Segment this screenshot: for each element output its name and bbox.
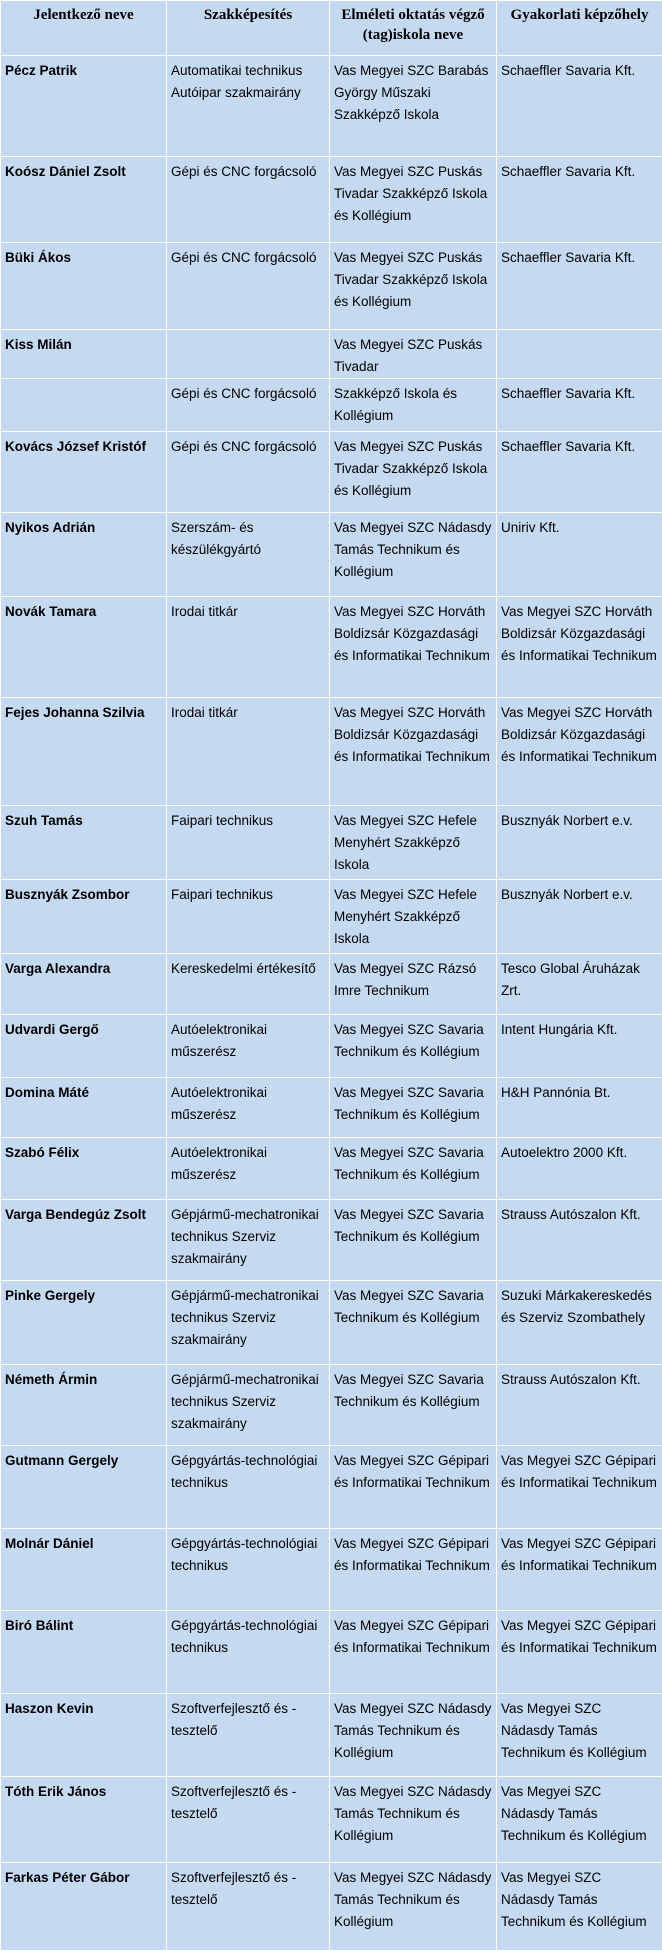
applicant-name-cell: Varga Bendegúz Zsolt xyxy=(1,1200,167,1281)
practical-site-cell: Strauss Autószalon Kft. xyxy=(497,1365,662,1446)
practical-site-cell: Vas Megyei SZC Gépipari és Informatikai Technikum xyxy=(497,1529,662,1611)
theory-school-cell: Vas Megyei SZC Puskás Tivadar Szakképző Iskola és Kollégium xyxy=(330,432,497,513)
qualification-cell: Gépjármű-mechatronikai technikus Szerviz szakmairány xyxy=(167,1200,330,1281)
theory-school-cell: Vas Megyei SZC Barabás György Műszaki Szakképző Iskola xyxy=(330,56,497,157)
qualification-cell: Gépi és CNC forgácsoló xyxy=(167,243,330,330)
header-qualification: Szakképesítés xyxy=(167,1,330,56)
applicant-name-cell: Szuh Tamás xyxy=(1,806,167,880)
table-row xyxy=(1,1365,662,1446)
table-row xyxy=(1,1694,662,1777)
practical-site-cell xyxy=(497,330,662,379)
applicant-name-cell: Gutmann Gergely xyxy=(1,1446,167,1529)
applicant-name-cell: Büki Ákos xyxy=(1,243,167,330)
table-row xyxy=(1,806,662,880)
qualification-cell: Gépjármű-mechatronikai technikus Szerviz szakmairány xyxy=(167,1281,330,1365)
practical-site-cell: H&H Pannónia Bt. xyxy=(497,1078,662,1138)
qualification-cell: Irodai titkár xyxy=(167,597,330,698)
table-row xyxy=(1,1200,662,1281)
practical-site-cell: Vas Megyei SZC Nádasdy Tamás Technikum és Kollégium xyxy=(497,1777,662,1863)
practical-site-cell: Strauss Autószalon Kft. xyxy=(497,1200,662,1281)
table-row xyxy=(1,513,662,597)
practical-site-cell: Intent Hungária Kft. xyxy=(497,1015,662,1078)
table-row xyxy=(1,954,662,1015)
applicant-name-cell: Fejes Johanna Szilvia xyxy=(1,698,167,806)
table-row xyxy=(1,56,662,157)
table-row xyxy=(1,1138,662,1200)
applicant-name-cell: Tóth Erik János xyxy=(1,1777,167,1863)
header-practical-site: Gyakorlati képzőhely xyxy=(497,1,662,56)
practical-site-cell: Schaeffler Savaria Kft. xyxy=(497,432,662,513)
table-row xyxy=(1,1611,662,1694)
theory-school-cell: Szakképző Iskola és Kollégium xyxy=(330,379,497,432)
theory-school-cell: Vas Megyei SZC Gépipari és Informatikai Technikum xyxy=(330,1611,497,1694)
applicant-name-cell: Farkas Péter Gábor xyxy=(1,1863,167,1951)
practical-site-cell: Autoelektro 2000 Kft. xyxy=(497,1138,662,1200)
table-row xyxy=(1,243,662,330)
table-row xyxy=(1,1446,662,1529)
qualification-cell: Automatikai technikus Autóipar szakmairány xyxy=(167,56,330,157)
practical-site-cell: Vas Megyei SZC Gépipari és Informatikai Technikum xyxy=(497,1611,662,1694)
theory-school-cell: Vas Megyei SZC Savaria Technikum és Kollégium xyxy=(330,1200,497,1281)
qualification-cell: Gépjármű-mechatronikai technikus Szerviz szakmairány xyxy=(167,1365,330,1446)
theory-school-cell: Vas Megyei SZC Puskás Tivadar Szakképző Iskola és Kollégium xyxy=(330,157,497,243)
applicant-name-cell: Busznyák Zsombor xyxy=(1,880,167,954)
applicant-name-cell: Molnár Dániel xyxy=(1,1529,167,1611)
practical-site-cell: Busznyák Norbert e.v. xyxy=(497,806,662,880)
qualification-cell: Irodai titkár xyxy=(167,698,330,806)
practical-site-cell: Schaeffler Savaria Kft. xyxy=(497,243,662,330)
table-row xyxy=(1,379,662,432)
theory-school-cell: Vas Megyei SZC Horváth Boldizsár Közgazdasági és Informatikai Technikum xyxy=(330,698,497,806)
practical-site-cell: Busznyák Norbert e.v. xyxy=(497,880,662,954)
table-row xyxy=(1,1529,662,1611)
table-row xyxy=(1,1015,662,1078)
qualification-cell: Kereskedelmi értékesítő xyxy=(167,954,330,1015)
applicant-name-cell: Biró Bálint xyxy=(1,1611,167,1694)
table-row xyxy=(1,432,662,513)
applicant-name-cell: Nyikos Adrián xyxy=(1,513,167,597)
theory-school-cell: Vas Megyei SZC Hefele Menyhért Szakképző Iskola xyxy=(330,880,497,954)
practical-site-cell: Vas Megyei SZC Horváth Boldizsár Közgazdasági és Informatikai Technikum xyxy=(497,597,662,698)
qualification-cell: Autóelektronikai műszerész xyxy=(167,1078,330,1138)
theory-school-cell: Vas Megyei SZC Puskás Tivadar xyxy=(330,330,497,379)
theory-school-cell: Vas Megyei SZC Horváth Boldizsár Közgazdasági és Informatikai Technikum xyxy=(330,597,497,698)
qualification-cell: Gépi és CNC forgácsoló xyxy=(167,379,330,432)
header-row xyxy=(1,1,662,56)
theory-school-cell: Vas Megyei SZC Savaria Technikum és Kollégium xyxy=(330,1365,497,1446)
theory-school-cell: Vas Megyei SZC Rázsó Imre Technikum xyxy=(330,954,497,1015)
qualification-cell: Szoftverfejlesztő és -tesztelő xyxy=(167,1777,330,1863)
table-row xyxy=(1,597,662,698)
practical-site-cell: Tesco Global Áruházak Zrt. xyxy=(497,954,662,1015)
table-row xyxy=(1,1281,662,1365)
theory-school-cell: Vas Megyei SZC Gépipari és Informatikai Technikum xyxy=(330,1446,497,1529)
qualification-cell xyxy=(167,330,330,379)
practical-site-cell: Vas Megyei SZC Gépipari és Informatikai Technikum xyxy=(497,1446,662,1529)
applicant-name-cell: Domina Máté xyxy=(1,1078,167,1138)
qualification-cell: Gépi és CNC forgácsoló xyxy=(167,157,330,243)
theory-school-cell: Vas Megyei SZC Puskás Tivadar Szakképző Iskola és Kollégium xyxy=(330,243,497,330)
table-row xyxy=(1,880,662,954)
theory-school-cell: Vas Megyei SZC Gépipari és Informatikai Technikum xyxy=(330,1529,497,1611)
table-row xyxy=(1,157,662,243)
practical-site-cell: Schaeffler Savaria Kft. xyxy=(497,157,662,243)
theory-school-cell: Vas Megyei SZC Savaria Technikum és Kollégium xyxy=(330,1078,497,1138)
qualification-cell: Gépgyártás-technológiai technikus xyxy=(167,1611,330,1694)
practical-site-cell: Vas Megyei SZC Horváth Boldizsár Közgazdasági és Informatikai Technikum xyxy=(497,698,662,806)
practical-site-cell: Uniriv Kft. xyxy=(497,513,662,597)
applicant-name-cell: Kovács József Kristóf xyxy=(1,432,167,513)
practical-site-cell: Schaeffler Savaria Kft. xyxy=(497,56,662,157)
table-row xyxy=(1,330,662,379)
theory-school-cell: Vas Megyei SZC Savaria Technikum és Kollégium xyxy=(330,1138,497,1200)
applicant-name-cell: Németh Ármin xyxy=(1,1365,167,1446)
table-row xyxy=(1,1777,662,1863)
applicant-name-cell: Szabó Félix xyxy=(1,1138,167,1200)
practical-site-cell: Vas Megyei SZC Nádasdy Tamás Technikum és Kollégium xyxy=(497,1694,662,1777)
theory-school-cell: Vas Megyei SZC Savaria Technikum és Kollégium xyxy=(330,1281,497,1365)
practical-site-cell: Schaeffler Savaria Kft. xyxy=(497,379,662,432)
header-theory-school: Elméleti oktatás végző (tag)iskola neve xyxy=(330,1,497,56)
applicant-name-cell: Koósz Dániel Zsolt xyxy=(1,157,167,243)
qualification-cell: Szoftverfejlesztő és -tesztelő xyxy=(167,1863,330,1951)
qualification-cell: Gépgyártás-technológiai technikus xyxy=(167,1446,330,1529)
applicant-name-cell: Pinke Gergely xyxy=(1,1281,167,1365)
qualification-cell: Faipari technikus xyxy=(167,880,330,954)
qualification-cell: Szerszám- és készülékgyártó xyxy=(167,513,330,597)
table-row xyxy=(1,1863,662,1951)
table-row xyxy=(1,1078,662,1138)
theory-school-cell: Vas Megyei SZC Nádasdy Tamás Technikum és Kollégium xyxy=(330,1777,497,1863)
qualification-cell: Szoftverfejlesztő és -tesztelő xyxy=(167,1694,330,1777)
theory-school-cell: Vas Megyei SZC Nádasdy Tamás Technikum és Kollégium xyxy=(330,1694,497,1777)
theory-school-cell: Vas Megyei SZC Nádasdy Tamás Technikum és Kollégium xyxy=(330,513,497,597)
practical-site-cell: Suzuki Márkakereskedés és Szerviz Szombathely xyxy=(497,1281,662,1365)
applicant-name-cell xyxy=(1,379,167,432)
applicant-name-cell: Novák Tamara xyxy=(1,597,167,698)
theory-school-cell: Vas Megyei SZC Savaria Technikum és Kollégium xyxy=(330,1015,497,1078)
qualification-cell: Faipari technikus xyxy=(167,806,330,880)
applicant-name-cell: Pécz Patrik xyxy=(1,56,167,157)
theory-school-cell: Vas Megyei SZC Nádasdy Tamás Technikum és Kollégium xyxy=(330,1863,497,1951)
applicant-name-cell: Haszon Kevin xyxy=(1,1694,167,1777)
qualification-cell: Autóelektronikai műszerész xyxy=(167,1015,330,1078)
applicant-name-cell: Udvardi Gergő xyxy=(1,1015,167,1078)
header-applicant-name: Jelentkező neve xyxy=(1,1,167,56)
qualification-cell: Gépgyártás-technológiai technikus xyxy=(167,1529,330,1611)
practical-site-cell: Vas Megyei SZC Nádasdy Tamás Technikum és Kollégium xyxy=(497,1863,662,1951)
theory-school-cell: Vas Megyei SZC Hefele Menyhért Szakképző Iskola xyxy=(330,806,497,880)
table-row xyxy=(1,698,662,806)
applicant-name-cell: Kiss Milán xyxy=(1,330,167,379)
qualification-cell: Gépi és CNC forgácsoló xyxy=(167,432,330,513)
qualification-cell: Autóelektronikai műszerész xyxy=(167,1138,330,1200)
applicant-name-cell: Varga Alexandra xyxy=(1,954,167,1015)
